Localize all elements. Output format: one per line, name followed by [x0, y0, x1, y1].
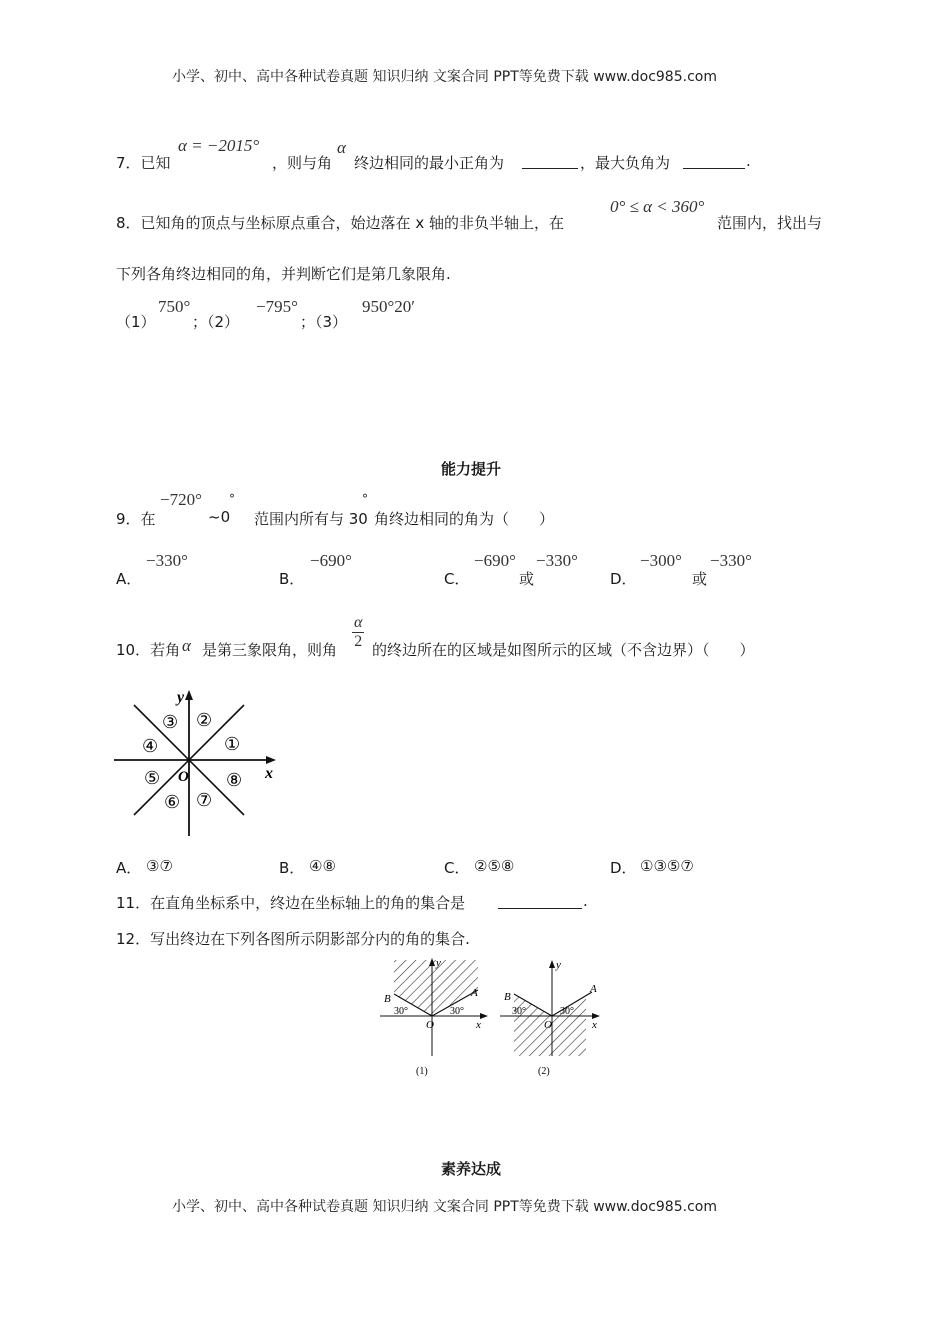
question-10-option-d-text[interactable]: ①③⑤⑦: [640, 857, 694, 875]
question-7-blank-2[interactable]: [683, 154, 745, 169]
question-10-fraction-numerator: α: [354, 614, 363, 631]
question-10-option-b-text[interactable]: ④⑧: [309, 857, 336, 875]
y-axis-label: y: [556, 959, 561, 971]
question-7-blank-1[interactable]: [522, 154, 578, 169]
question-7-text-2: 终边相同的最小正角为: [354, 154, 505, 172]
figure-caption: (2): [538, 1066, 550, 1077]
question-11-end: .: [583, 892, 588, 910]
question-7-alpha: α: [337, 138, 346, 157]
angle-label-left: 30°: [512, 1006, 526, 1017]
point-b-label: B: [504, 991, 511, 1003]
question-10-option-d-letter[interactable]: D．: [610, 859, 637, 877]
question-7-prefix: 7．已知: [116, 154, 171, 172]
question-9-degree-30: °: [362, 492, 368, 506]
region-8-label: ⑧: [226, 770, 243, 790]
question-7-text-3: ，最大负角为: [580, 154, 671, 172]
question-10-diagram: [110, 686, 280, 840]
question-9-prefix: 9．在: [116, 510, 156, 528]
question-9-option-c-letter[interactable]: C．: [444, 570, 470, 588]
question-9-tilde-zero: ~0: [208, 508, 231, 526]
question-8-value-1: 750°: [158, 297, 191, 316]
question-10-fraction-denominator: 2: [354, 633, 363, 650]
page-header: 小学、初中、高中各种试卷真题 知识归纳 文案合同 PPT等免费下载 www.doc985.com: [172, 69, 717, 85]
question-9-option-b-letter[interactable]: B．: [279, 570, 305, 588]
angle-label-left: 30°: [394, 1006, 408, 1017]
question-9-option-b-value[interactable]: −690°: [310, 551, 352, 570]
section-title-ability: 能力提升: [441, 460, 502, 478]
question-10-suffix: 的终边所在的区域是如图所示的区域（不含边界）（ ）: [372, 641, 755, 659]
region-6-label: ⑥: [164, 792, 181, 812]
x-axis-arrow: [266, 756, 276, 764]
question-12-text: 12．写出终边在下列各图所示阴影部分内的角的集合.: [116, 930, 470, 948]
question-9-option-c-value-1[interactable]: −690°: [474, 551, 516, 570]
question-9-option-d-value-2[interactable]: −330°: [710, 551, 752, 570]
question-12-figure-2: [500, 956, 612, 1082]
question-7-text-1: ，则与角: [272, 154, 333, 172]
point-a-label: A: [471, 987, 478, 999]
question-10-option-c-letter[interactable]: C．: [444, 859, 470, 877]
question-10-alpha: α: [182, 636, 191, 655]
question-8-line-2: 下列各角终边相同的角，并判断它们是第几象限角.: [116, 265, 451, 283]
question-7-alpha-equation: α = −2015°: [178, 136, 260, 155]
page-footer: 小学、初中、高中各种试卷真题 知识归纳 文案合同 PPT等免费下载 www.doc985.com: [172, 1199, 717, 1215]
region-3-label: ③: [162, 712, 179, 732]
question-9-range-start: −720°: [160, 490, 202, 509]
y-axis-arrow: [549, 960, 555, 968]
point-a-label: A: [590, 983, 597, 995]
question-8-part-3-label: ；（3）: [300, 313, 348, 331]
angle-label-right: 30°: [560, 1006, 574, 1017]
question-10-option-c-text[interactable]: ②⑤⑧: [474, 857, 515, 875]
question-10-option-a-text[interactable]: ③⑦: [146, 857, 173, 875]
question-9-option-a-value[interactable]: −330°: [146, 551, 188, 570]
region-5-label: ⑤: [144, 768, 161, 788]
region-2-label: ②: [196, 710, 213, 730]
question-8-suffix: 范围内，找出与: [717, 214, 823, 232]
x-axis-arrow: [480, 1013, 488, 1019]
question-8-value-2: −795°: [256, 297, 298, 316]
y-axis-label: y: [177, 689, 185, 706]
question-12-figure-1: [380, 956, 492, 1082]
question-8-part-2-label: ；（2）: [192, 313, 240, 331]
question-9-option-d-letter[interactable]: D．: [610, 570, 637, 588]
question-7-end: .: [746, 152, 751, 170]
question-8-value-3: 950°20′: [362, 297, 416, 316]
question-10-option-b-letter[interactable]: B．: [279, 859, 305, 877]
origin-label: O: [426, 1019, 434, 1031]
question-9-option-d-value-1[interactable]: −300°: [640, 551, 682, 570]
region-7-label: ⑦: [196, 790, 213, 810]
question-10-option-a-letter[interactable]: A．: [116, 859, 142, 877]
question-10-prefix: 10．若角: [116, 641, 181, 659]
x-axis-label: x: [476, 1019, 481, 1031]
question-9-option-c-value-2[interactable]: −330°: [536, 551, 578, 570]
question-9-option-d-or: 或: [692, 570, 708, 588]
origin-label: O: [178, 769, 189, 785]
x-axis-label: x: [592, 1019, 597, 1031]
question-9-text: 范围内所有与 30: [254, 510, 368, 528]
question-11-blank[interactable]: [498, 894, 582, 909]
angle-label-right: 30°: [450, 1006, 464, 1017]
question-8-part-1-label: （1）: [116, 313, 156, 331]
region-1-label: ①: [224, 734, 241, 754]
figure-caption: (1): [416, 1066, 428, 1077]
question-8-prefix: 8．已知角的顶点与坐标原点重合，始边落在 x 轴的非负半轴上，在: [116, 214, 564, 232]
origin-label: O: [544, 1019, 552, 1031]
question-11-text: 11．在直角坐标系中，终边在坐标轴上的角的集合是: [116, 894, 466, 912]
section-title-literacy: 素养达成: [441, 1160, 502, 1178]
y-axis-label: y: [436, 957, 441, 969]
question-10-text: 是第三象限角，则角: [202, 641, 338, 659]
y-axis-arrow: [185, 690, 193, 700]
question-9-option-a-letter[interactable]: A．: [116, 570, 142, 588]
question-10-fraction: [352, 614, 364, 651]
x-axis-label: x: [265, 765, 273, 782]
question-8-range: 0° ≤ α < 360°: [610, 197, 705, 216]
point-b-label: B: [384, 993, 391, 1005]
question-9-suffix: 角终边相同的角为（ ）: [374, 510, 555, 528]
question-9-degree-0: °: [229, 492, 235, 506]
region-4-label: ④: [142, 736, 159, 756]
question-9-option-c-or: 或: [519, 570, 535, 588]
